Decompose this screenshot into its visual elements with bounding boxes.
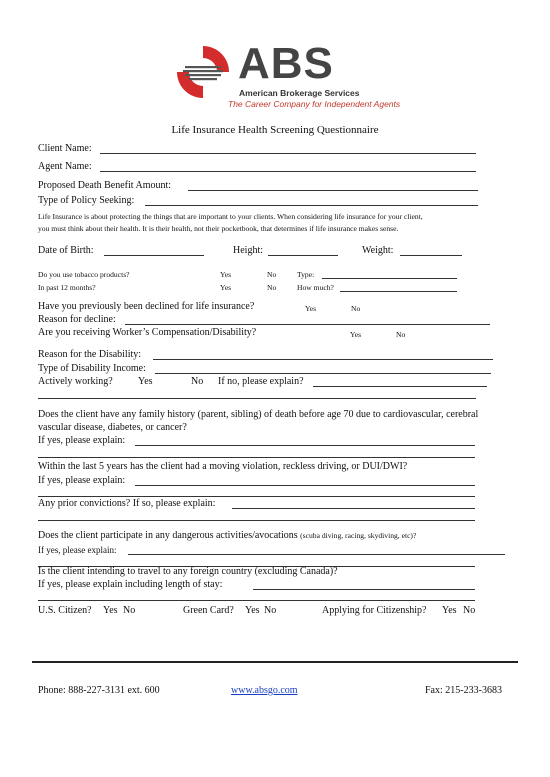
policy-type-label: Type of Policy Seeking: <box>38 195 135 206</box>
tobacco-12mo-yes[interactable]: Yes <box>220 283 232 292</box>
tobacco-12mo-question: In past 12 months? <box>38 283 96 292</box>
death-benefit-field[interactable] <box>188 190 478 191</box>
green-card-no[interactable]: No <box>264 605 277 616</box>
disability-reason-field[interactable] <box>153 359 493 360</box>
logo-tagline: The Career Company for Independent Agents <box>228 99 401 109</box>
family-history-line-2: vascular disease, diabetes, or cancer? <box>38 422 187 433</box>
weight-label: Weight: <box>362 245 394 256</box>
driving-explain-label: If yes, please explain: <box>38 475 126 486</box>
logo-letters: ABS <box>238 39 334 88</box>
policy-type-field[interactable] <box>145 205 478 206</box>
driving-question: Within the last 5 years has the client had a moving violation, reckless driving, or DUI/DWI? <box>38 461 408 472</box>
family-history-line-1: Does the client have any family history (parent, sibling) of death before age 70 due to cardiovascular, cerebral <box>38 409 479 420</box>
decline-reason-label: Reason for decline: <box>38 314 116 325</box>
actively-working-label: Actively working? <box>38 376 113 387</box>
green-card-yes[interactable]: Yes <box>245 605 260 616</box>
activities-question <box>38 530 416 541</box>
working-explain-label: If no, please explain? <box>218 376 304 387</box>
tobacco-yes[interactable]: Yes <box>220 270 232 279</box>
how-much-field[interactable] <box>340 291 457 292</box>
declined-yes[interactable]: Yes <box>305 304 317 313</box>
tobacco-question: Do you use tobacco products? <box>38 270 130 279</box>
applying-no[interactable]: No <box>463 605 476 616</box>
family-explain-field-2[interactable] <box>38 457 475 458</box>
driving-explain-field[interactable] <box>135 485 475 486</box>
us-citizen-yes[interactable]: Yes <box>103 605 118 616</box>
footer-divider <box>32 661 518 663</box>
convictions-question: Any prior convictions? If so, please explain: <box>38 498 216 509</box>
applying-yes[interactable]: Yes <box>442 605 457 616</box>
tobacco-no[interactable]: No <box>267 270 277 279</box>
agent-name-field[interactable] <box>100 171 476 172</box>
working-yes[interactable]: Yes <box>138 376 153 387</box>
tobacco-type-label: Type: <box>297 270 315 279</box>
company-logo <box>168 39 401 115</box>
us-citizen-no[interactable]: No <box>123 605 136 616</box>
page-title: Life Insurance Health Screening Questionnaire <box>171 124 379 136</box>
green-card-label: Green Card? <box>183 605 234 616</box>
height-label: Height: <box>233 245 263 256</box>
convictions-field[interactable] <box>232 508 475 509</box>
travel-explain-label: If yes, please explain including length of stay: <box>38 579 223 590</box>
disability-yes[interactable]: Yes <box>350 330 362 339</box>
tobacco-12mo-no[interactable]: No <box>267 283 277 292</box>
disability-income-field[interactable] <box>155 373 491 374</box>
working-explain-field[interactable] <box>313 386 487 387</box>
activities-examples: (scuba diving, racing, skydiving, etc)? <box>300 531 417 540</box>
disability-income-label: Type of Disability Income: <box>38 363 146 374</box>
family-explain-field[interactable] <box>135 445 475 446</box>
client-name-label: Client Name: <box>38 143 92 154</box>
travel-explain-field-2[interactable] <box>38 600 475 601</box>
declined-question: Have you previously been declined for life insurance? <box>38 301 255 312</box>
disability-question: Are you receiving Worker’s Compensation/Disability? <box>38 327 257 338</box>
footer-fax: Fax: 215-233-3683 <box>425 685 502 696</box>
tobacco-type-field[interactable] <box>322 278 457 279</box>
footer-website-link[interactable]: www.absgo.com <box>231 685 298 696</box>
declined-no[interactable]: No <box>351 304 361 313</box>
decline-reason-field[interactable] <box>125 324 490 325</box>
logo-swoosh-icon <box>173 42 233 102</box>
dob-field[interactable] <box>104 255 204 256</box>
intro-line-2: you must think about their health. It is their health, not their pocketbook, that determines if life insurance makes sense. <box>38 224 399 233</box>
agent-name-label: Agent Name: <box>38 161 92 172</box>
working-no[interactable]: No <box>191 376 204 387</box>
applying-citizenship-label: Applying for Citizenship? <box>322 605 427 616</box>
weight-field[interactable] <box>400 255 462 256</box>
how-much-label: How much? <box>297 283 334 292</box>
disability-no[interactable]: No <box>396 330 406 339</box>
travel-explain-field[interactable] <box>253 589 475 590</box>
activities-explain-field[interactable] <box>128 554 505 555</box>
activities-explain-label: If yes, please explain: <box>38 545 117 555</box>
driving-explain-field-2[interactable] <box>38 496 475 497</box>
height-field[interactable] <box>268 255 338 256</box>
convictions-field-2[interactable] <box>38 520 475 521</box>
working-explain-field-2[interactable] <box>38 398 476 399</box>
activities-question-text: Does the client participate in any dangerous activities/avocations <box>38 530 298 541</box>
disability-reason-label: Reason for the Disability: <box>38 349 142 360</box>
family-explain-label: If yes, please explain: <box>38 435 126 446</box>
intro-line-1: Life Insurance is about protecting the things that are important to your clients. When considering life insurance for your client, <box>38 212 423 221</box>
client-name-field[interactable] <box>100 153 476 154</box>
logo-company-name: American Brokerage Services <box>239 88 360 98</box>
death-benefit-label: Proposed Death Benefit Amount: <box>38 180 172 191</box>
us-citizen-label: U.S. Citizen? <box>38 605 92 616</box>
dob-label: Date of Birth: <box>38 245 94 256</box>
footer-phone: Phone: 888-227-3131 ext. 600 <box>38 685 160 696</box>
travel-question: Is the client intending to travel to any foreign country (excluding Canada)? <box>38 566 338 577</box>
